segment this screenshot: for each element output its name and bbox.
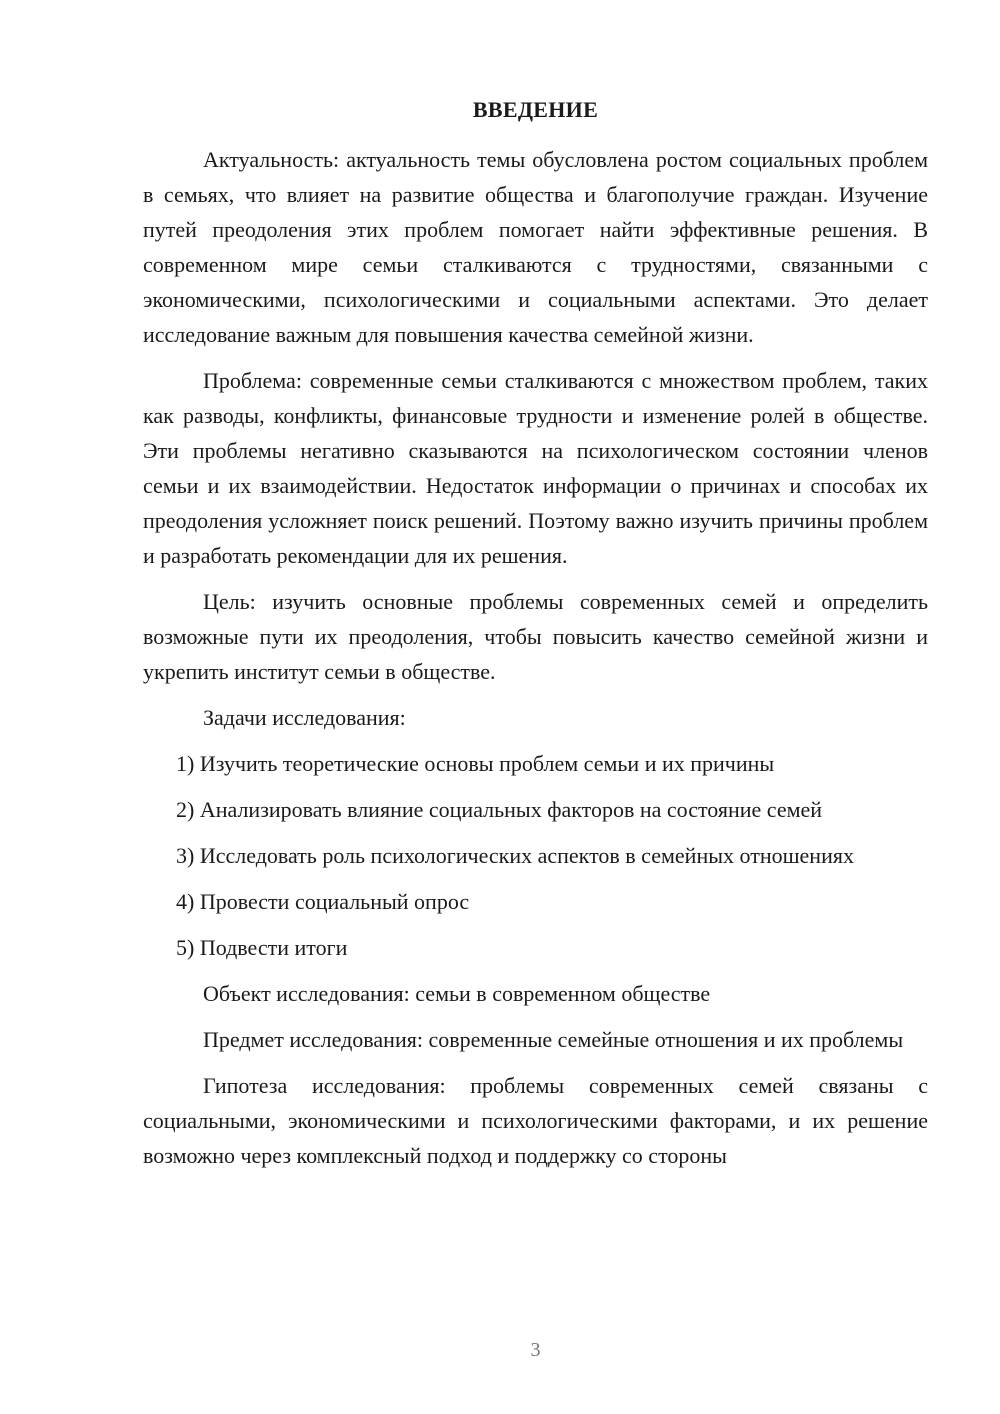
- paragraph-relevance: Актуальность: актуальность темы обусловлена ростом социальных проблем в семьях, что влияет на развитие общества и благополучие граждан. Изучение путей преодоления этих проблем помогает найти эффективные решения. В современном мире семьи сталкиваются с трудностями, связанными с экономическими, психологическими и социальными аспектами. Это делает исследование важным для повышения качества семейной жизни.: [143, 147, 928, 347]
- paragraph-subject: Предмет исследования: современные семейные отношения и их проблемы: [203, 1027, 904, 1052]
- paragraph-problem: Проблема: современные семьи сталкиваются с множеством проблем, таких как разводы, конфликты, финансовые трудности и изменение ролей в обществе. Эти проблемы негативно сказываются на психологическом состоянии членов семьи и их взаимодействии. Недостаток информации о причинах и способах их преодоления усложняет поиск решений. Поэтому важно изучить причины проблем и разработать рекомендации для их решения.: [143, 368, 928, 568]
- paragraph-goal: Цель: изучить основные проблемы современных семей и определить возможные пути их преодоления, чтобы повысить качество семейной жизни и укрепить институт семьи в обществе.: [143, 589, 928, 684]
- task-item-2: 2) Анализировать влияние социальных факторов на состояние семей: [176, 797, 823, 822]
- paragraph-object: Объект исследования: семьи в современном обществе: [203, 981, 711, 1006]
- paragraph-tasks-intro: Задачи исследования:: [203, 705, 406, 730]
- task-item-5: 5) Подвести итоги: [176, 935, 348, 960]
- page-number: 3: [530, 1339, 541, 1361]
- task-item-1: 1) Изучить теоретические основы проблем семьи и их причины: [176, 751, 775, 776]
- section-heading: ВВЕДЕНИЕ: [472, 97, 599, 122]
- task-item-3: 3) Исследовать роль психологических аспектов в семейных отношениях: [176, 843, 854, 868]
- paragraph-hypothesis: Гипотеза исследования: проблемы современных семей связаны с социальными, экономическими и психологическими факторами, и их решение возможно через комплексный подход и поддержку со стороны: [143, 1073, 928, 1168]
- body-text: [143, 142, 928, 1184]
- task-item-4: 4) Провести социальный опрос: [176, 889, 470, 914]
